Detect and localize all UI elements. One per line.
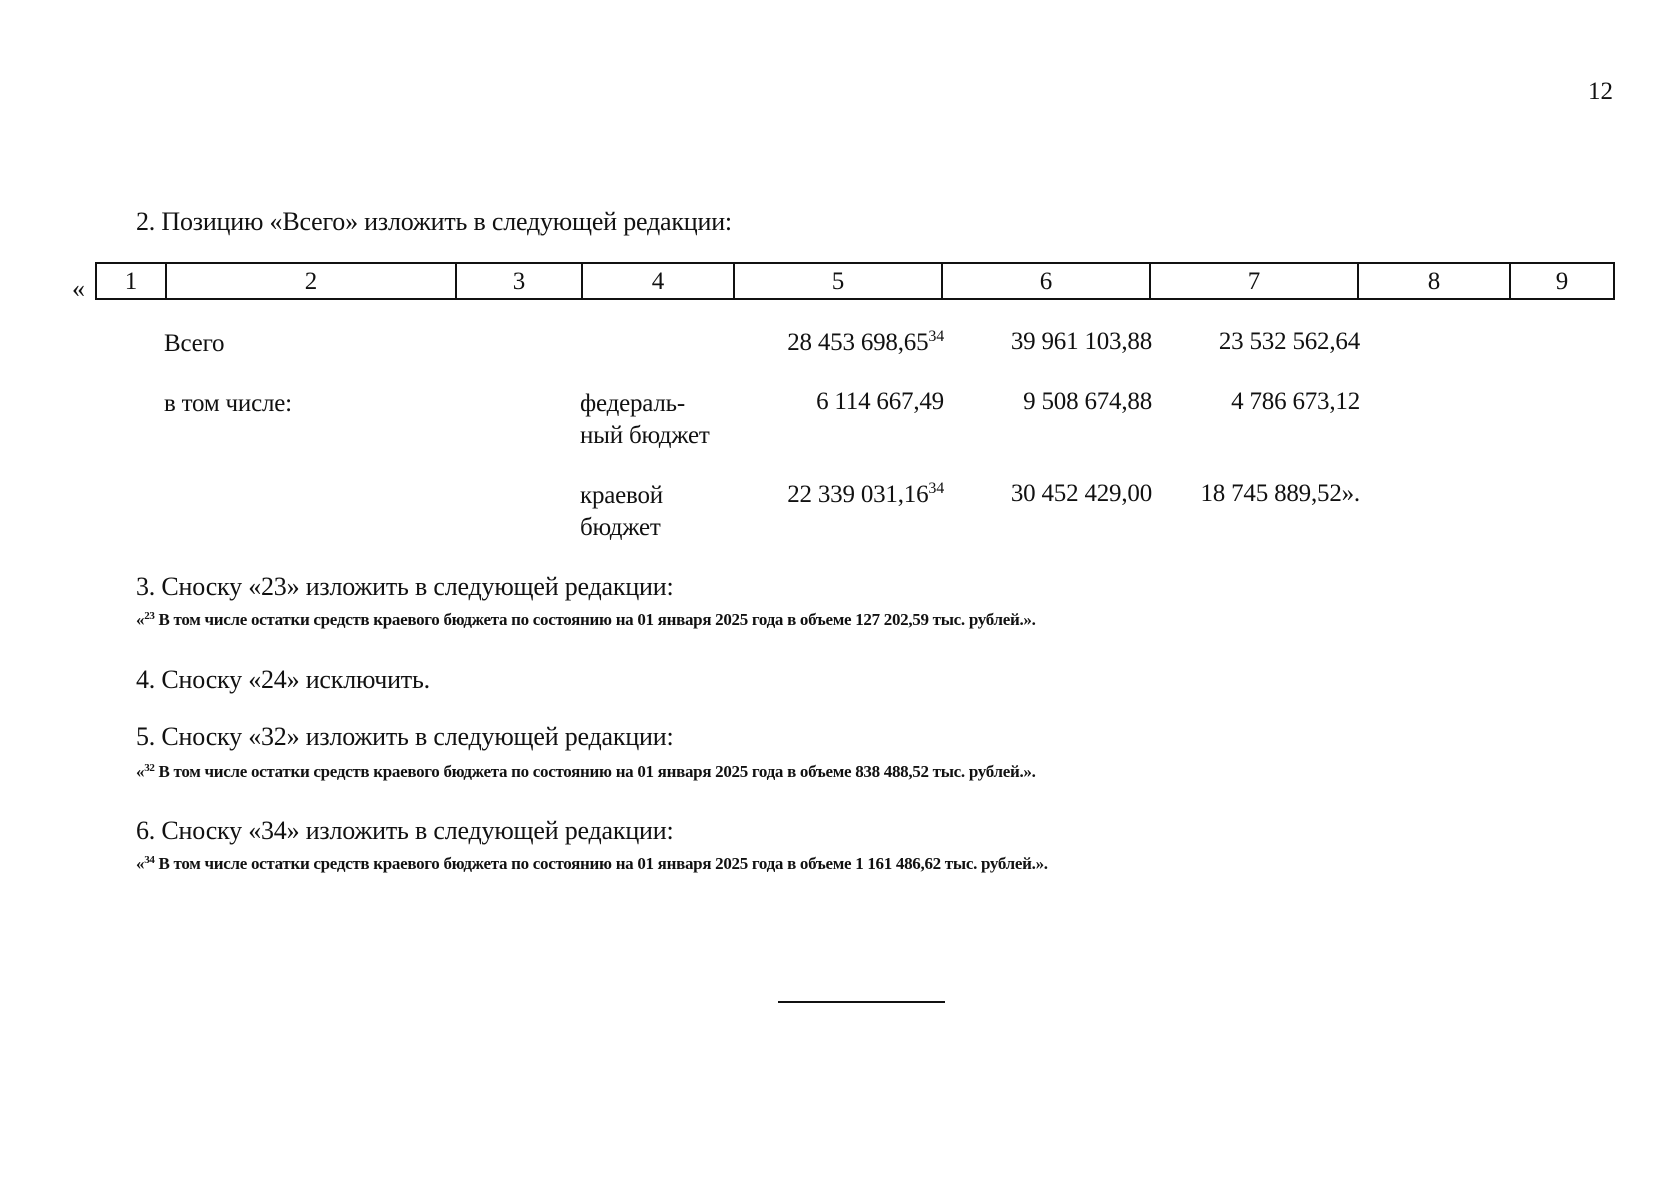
column-header-1: 1 <box>97 264 167 298</box>
section6-heading: 6. Сноску «34» изложить в следующей редакции: <box>136 816 674 845</box>
row-regional-source-line2: бюджет <box>580 514 661 541</box>
row-regional-col5-footnote-ref: 34 <box>928 480 944 497</box>
row-federal-col5: 6 114 667,49 <box>816 388 944 415</box>
row-federal-col6: 9 508 674,88 <box>1023 388 1152 415</box>
row-including-label: в том числе: <box>164 390 292 417</box>
section3-footnote-number: 23 <box>144 610 155 622</box>
column-header-9: 9 <box>1555 268 1569 295</box>
row-regional-col6: 30 452 429,00 <box>1010 480 1152 507</box>
section2-heading: 2. Позицию «Всего» изложить в следующей редакции: <box>136 207 732 236</box>
page-number: 12 <box>1588 78 1613 105</box>
section6-footnote-number: 34 <box>144 854 155 866</box>
section5-footnote-quote: « <box>136 762 145 781</box>
row-federal-source-line1: федераль- <box>580 390 685 417</box>
section3-footnote <box>136 610 1036 630</box>
section3-heading: 3. Сноску «23» изложить в следующей редакции: <box>136 572 674 601</box>
section5-footnote-number: 32 <box>144 762 155 774</box>
row-total-col7: 23 532 562,64 <box>1218 328 1360 355</box>
column-header-4: 4 <box>583 264 735 298</box>
column-header-7: 7 <box>1151 264 1359 298</box>
row-total-label: Всего <box>164 330 225 357</box>
section6-footnote <box>136 854 1048 874</box>
row-total-col5-footnote-ref: 34 <box>928 328 944 345</box>
section6-footnote-text: В том числе остатки средств краевого бюджета по состоянию на 01 января 2025 года в объеме 1 161 486,62 тыс. рублей.». <box>154 854 1048 873</box>
column-header-5: 5 <box>735 264 943 298</box>
row-regional-col7: 18 745 889,52». <box>1200 480 1360 507</box>
row-federal-source <box>580 388 710 452</box>
row-total-col5-value: 28 453 698,65 <box>787 329 929 356</box>
column-header-8: 8 <box>1359 264 1511 298</box>
closing-rule <box>778 1001 945 1003</box>
column-header-6: 6 <box>943 264 1151 298</box>
row-regional-source <box>580 480 663 544</box>
table-open-quote: « <box>72 274 85 303</box>
section5-footnote-text: В том числе остатки средств краевого бюджета по состоянию на 01 января 2025 года в объеме 838 488,52 тыс. рублей.». <box>154 762 1036 781</box>
column-header-3: 3 <box>457 264 583 298</box>
column-header-2: 2 <box>167 264 457 298</box>
row-federal-col7: 4 786 673,12 <box>1231 388 1360 415</box>
section3-footnote-text: В том числе остатки средств краевого бюджета по состоянию на 01 января 2025 года в объеме 127 202,59 тыс. рублей.». <box>154 610 1036 629</box>
section3-footnote-quote: « <box>136 610 145 629</box>
row-regional-col5-value: 22 339 031,16 <box>787 481 929 508</box>
section5-footnote <box>136 762 1036 782</box>
section5-heading: 5. Сноску «32» изложить в следующей редакции: <box>136 722 674 751</box>
row-total-col6: 39 961 103,88 <box>1010 328 1152 355</box>
section6-footnote-quote: « <box>136 854 145 873</box>
row-regional-source-line1: краевой <box>580 482 663 509</box>
row-federal-source-line2: ный бюджет <box>580 422 710 449</box>
table-column-header-row <box>95 262 1615 300</box>
section4-heading: 4. Сноску «24» исключить. <box>136 665 430 694</box>
